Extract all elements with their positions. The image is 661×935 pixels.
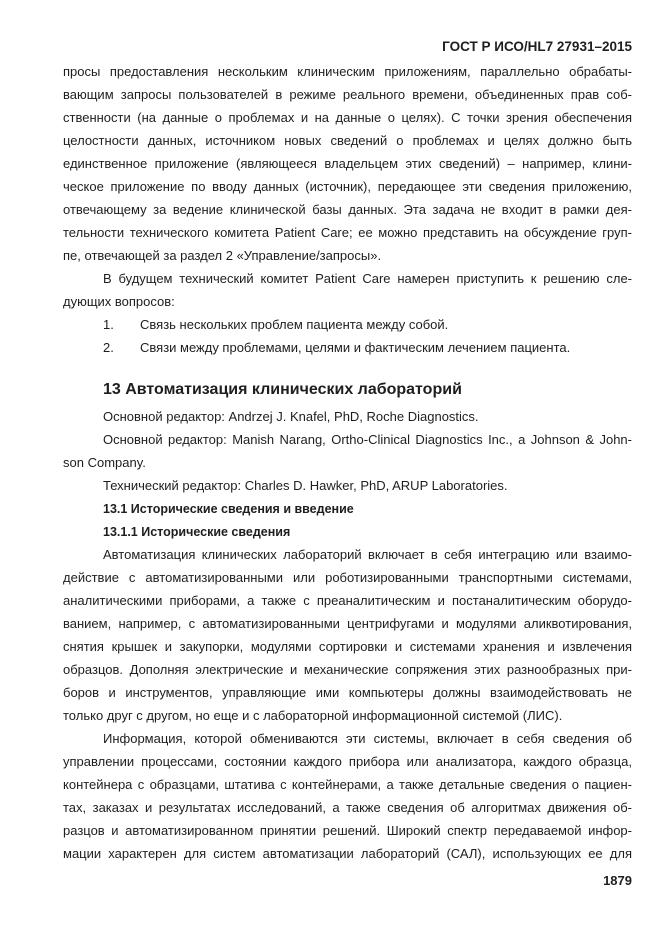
- list-item-number: 1.: [103, 317, 114, 332]
- paragraph-line: ванием, например, с автоматизированными центрифугами и модулями аликвотирования,: [63, 616, 632, 631]
- paragraph-line: целостности данных, источником новых сведений о проблемах и целях должно быть: [63, 133, 632, 148]
- paragraph-line: разцов и автоматизированном принятии решений. Широкий спектр передаваемой инфор-: [63, 823, 632, 838]
- list-item-text: Связь нескольких проблем пациента между собой.: [140, 317, 449, 332]
- subsection-heading: 13.1.1 Исторические сведения: [103, 525, 291, 539]
- paragraph-line: ственности (на данные о проблемах и на данные о целях). С точки зрения обеспечения: [63, 110, 632, 125]
- paragraph-line: Основной редактор: Manish Narang, Ortho-Clinical Diagnostics Inc., a Johnson & John-: [103, 432, 632, 447]
- paragraph-line: вающим запросы пользователей в режиме реального времени, объединенных прав соб-: [63, 87, 632, 102]
- paragraph-line: отвечающему за ведение клинической базы данных. Эта задача не входит в рамки дея-: [63, 202, 632, 217]
- paragraph-line: единственное приложение (являющееся владельцем этих сведений) – например, клини-: [63, 156, 632, 171]
- paragraph-line: пе, отвечающей за раздел 2 «Управление/запросы».: [63, 248, 382, 263]
- paragraph-line: просы предоставления нескольким клиническим приложениям, параллельно обрабаты-: [63, 64, 632, 79]
- paragraph-line: ческое приложение по вводу данных (источник), передающее эти сведения приложению,: [63, 179, 632, 194]
- paragraph-line: Основной редактор: Andrzej J. Knafel, PhD, Roche Diagnostics.: [103, 409, 479, 424]
- section-heading: 13 Автоматизация клинических лабораторий: [103, 381, 462, 398]
- paragraph-line: образцов. Дополняя электрические и механические сопряжения этих разнообразных при-: [63, 662, 632, 677]
- list-item-text: Связи между проблемами, целями и фактическим лечением пациента.: [140, 340, 571, 355]
- paragraph-line: тельности технического комитета Patient Care; ее можно представить на обсуждение груп-: [63, 225, 632, 240]
- page-number: 1879: [603, 873, 632, 888]
- paragraph-line: Автоматизация клинических лабораторий включает в себя интеграцию или взаимо-: [103, 547, 632, 562]
- list-item-number: 2.: [103, 340, 114, 355]
- paragraph-line: дующих вопросов:: [63, 294, 175, 309]
- paragraph-line: Технический редактор: Charles D. Hawker, PhD, ARUP Laboratories.: [103, 478, 508, 493]
- paragraph-line: управлении процессами, состоянии каждого прибора или анализатора, каждого образца,: [63, 754, 632, 769]
- paragraph-line: боров и инструментов, управляющие ими компьютеры должны взаимодействовать не: [63, 685, 632, 700]
- paragraph-line: только друг с другом, но еще и с лабораторной информационной системой (ЛИС).: [63, 708, 563, 723]
- paragraph-line: son Company.: [63, 455, 146, 470]
- paragraph-line: аналитическими приборами, а также с преаналитическим и постаналитическим оборудо-: [63, 593, 632, 608]
- paragraph-line: Информация, которой обмениваются эти системы, включает в себя сведения об: [103, 731, 632, 746]
- paragraph-line: тах, заказах и результатах исследований, а также сведения об алгоритмах движения об-: [63, 800, 632, 815]
- document-id-header: ГОСТ Р ИСО/HL7 27931–2015: [442, 39, 632, 54]
- paragraph-line: мации характерен для систем автоматизации лабораторий (САЛ), использующих ее для: [63, 846, 632, 861]
- paragraph-line: действие с автоматизированными или роботизированными транспортными системами,: [63, 570, 632, 585]
- paragraph-line: контейнера с образцами, штатива с контейнерами, а также детальные сведения о пациен-: [63, 777, 632, 792]
- paragraph-line: В будущем технический комитет Patient Care намерен приступить к решению сле-: [103, 271, 632, 286]
- subsection-heading: 13.1 Исторические сведения и введение: [103, 502, 354, 516]
- paragraph-line: снятия крышек и закупорки, модулями сортировки и системами хранения и извлечения: [63, 639, 632, 654]
